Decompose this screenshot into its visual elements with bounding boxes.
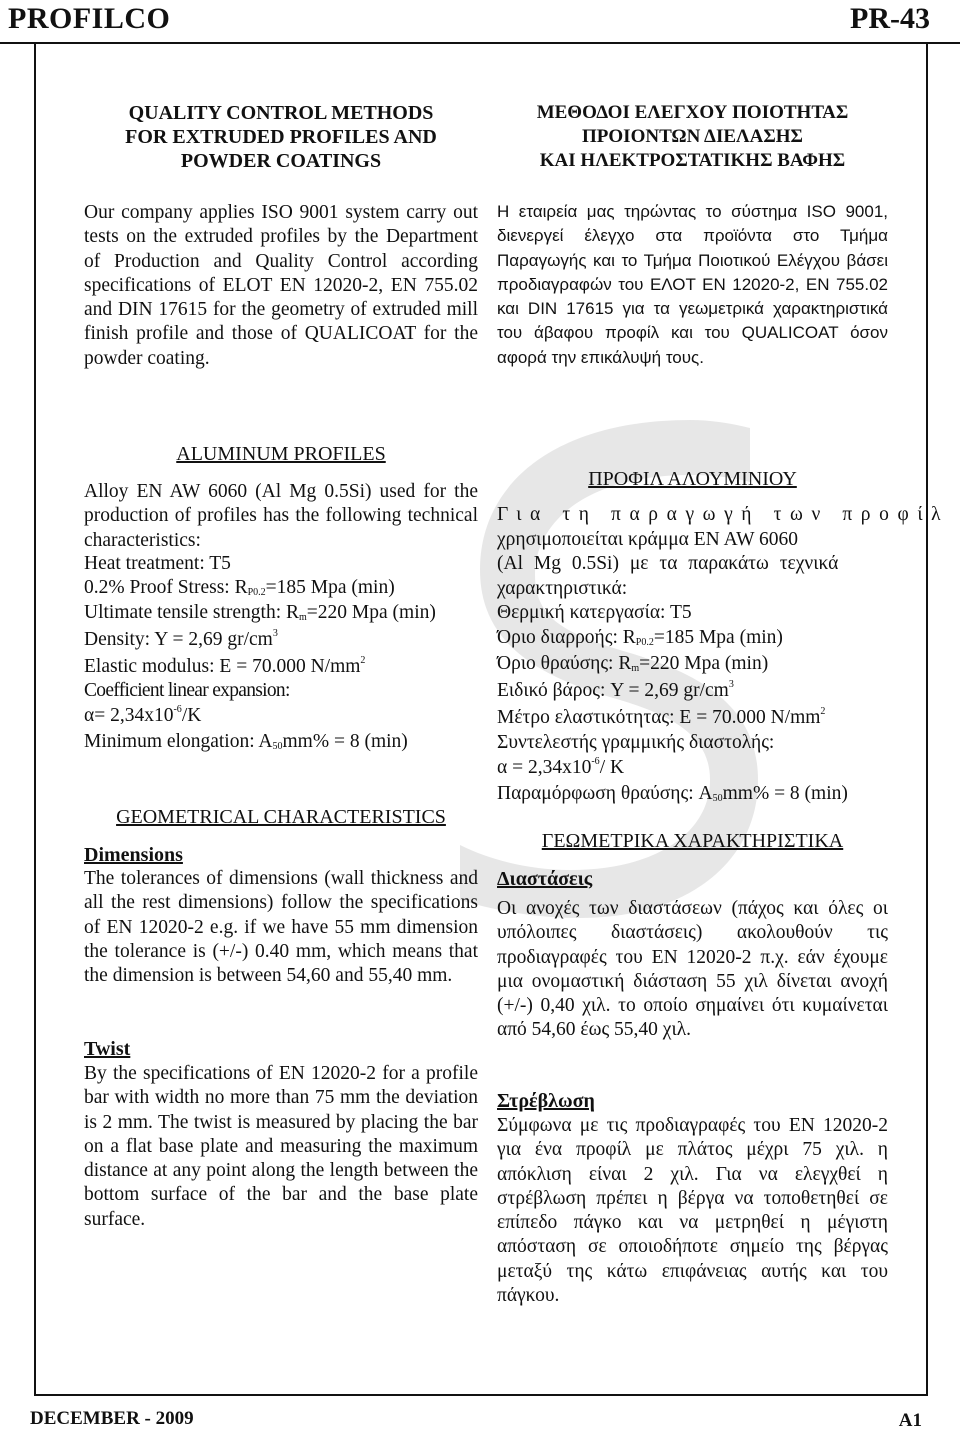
spec-text: mm% = 8 (min): [282, 731, 408, 752]
right-specs-list: [497, 602, 888, 808]
alu-line: χαρακτηριστικά:: [497, 578, 628, 599]
spec-text: Density: Y = 2,69 gr/cm: [84, 629, 273, 650]
right-geometry-heading: ΓΕΩΜΕΤΡΙΚΑ ΧΑΡΑΚΤΗΡΙΣΤΙΚΑ: [541, 830, 844, 852]
spec-elongation: [84, 731, 478, 756]
spec-superscript: 3: [272, 628, 278, 639]
spec-coef: [497, 756, 888, 783]
document-code: PR-43: [850, 2, 930, 35]
spec-density: [497, 679, 888, 706]
spec-density: [84, 628, 478, 655]
spec-tensile: [84, 602, 478, 628]
right-title-line: ΠΡΟΙΟΝΤΩΝ ΔΙΕΛΑΣΗΣ: [582, 126, 803, 147]
page-header: [0, 0, 960, 44]
left-intro-paragraph: Our company applies ISO 9001 system carry out tests on the extruded profiles by the Department of Production and Quality Control according specifications of ELOT EN 12020-2, EN 755.02 and DIN 17615 for the geometry of extruded mill finish profile and those of QUALICOAT for the powder coating.: [84, 202, 478, 369]
spec-text: Ειδικό βάρος: Y = 2,69 gr/cm: [497, 680, 729, 701]
spec-superscript: 2: [360, 655, 366, 666]
right-twist-text: Σύμφωνα με τις προδιαγραφές του EN 12020-2 για ένα προφίλ με πλάτος μέχρι 75 χιλ. η απόκλιση είναι 2 χιλ. Για να ελεγχθεί η στρέβλωση πρέπει η βέργα να τοποθετηθεί σε επίπεδο πάγκο και να μετρηθεί η μέγιστη απόσταση σε οποιοδήποτε σημείο της βέργας μεταξύ της κάτω επιφάνειας αυτής και του πάγκου.: [497, 1115, 888, 1307]
spec-subscript: 50: [712, 793, 723, 804]
spec-text: =185 Mpa (min): [265, 577, 395, 598]
left-specs-list: [84, 553, 478, 756]
spec-elastic: [497, 706, 888, 732]
spec-superscript: 2: [820, 706, 826, 717]
spec-subscript: P0.2: [635, 637, 654, 648]
right-dimensions-text: Οι ανοχές των διαστάσεων (πάχος και όλες οι υπόλοιπες διαστάσεις) ακολουθούν τις προδιαγραφές του EN 12020-2 π.χ. εάν έχουμε μια ονομαστική διάσταση 55 χιλ δίνεται ανοχή (+/-) 0,40 χιλ. το οποίο σημαίνει ότι κυμαίνεται από 54,60 έως 55,40 χιλ.: [497, 898, 888, 1041]
spec-text: Όριο θραύσης: R: [497, 653, 632, 674]
spec-coef-label: Coefficient linear expansion:: [84, 680, 290, 701]
right-title-line: ΚΑΙ ΗΛΕΚΤΡΟΣΤΑΤΙΚΗΣ ΒΑΦΗΣ: [539, 150, 846, 171]
spec-text: / K: [599, 757, 625, 778]
spec-coef-label: Συντελεστής γραμμικής διαστολής:: [497, 732, 775, 753]
spec-text: =220 Mpa (min): [639, 653, 769, 674]
spec-text: Ultimate tensile strength: R: [84, 602, 300, 623]
spec-superscript: -6: [591, 756, 600, 767]
spec-text: Όριο διαρροής: R: [497, 627, 636, 648]
left-title-line: POWDER COATINGS: [180, 150, 382, 172]
right-intro-paragraph: Η εταιρεία μας τηρώντας το σύστημα ISO 9001, διενεργεί έλεγχο στα προϊόντα στο Τμήμα Παραγωγής και το Τμήμα Ποιοτικού Ελέγχου βάσει προδιαγραφών του ΕΛΟΤ EN 12020-2, EN 755.02 και DIN 17615 για τα γεωμετρικά χαρακτηριστικά του άβαφου προφίλ και του QUALICOAT όσον αφορά την επικάλυψή τους.: [497, 202, 888, 367]
spec-text: Elastic modulus: E = 70.000 N/mm: [84, 656, 361, 677]
spec-text: mm% = 8 (min): [722, 783, 848, 804]
spec-heat: Heat treatment: T5: [84, 553, 231, 574]
spec-text: Minimum elongation: A: [84, 731, 273, 752]
alu-line: (Al Mg 0.5Si) με τα παρακάτω τεχνικά: [497, 553, 839, 574]
left-title-line: FOR EXTRUDED PROFILES AND: [125, 126, 437, 148]
spec-elastic: [84, 655, 478, 680]
left-twist-text: By the specifications of EN 12020-2 for a profile bar with width no more than 75 mm the deviation is 2 mm. The twist is measured by placing the bar on a flat base plate and measuring the maximum distance at any point along the length between the bottom surface of the bar and the base plate surface.: [84, 1063, 478, 1230]
spec-elongation: [497, 783, 888, 808]
spec-subscript: P0.2: [247, 587, 266, 598]
spec-proof-stress: [497, 627, 888, 653]
right-dimensions-heading: Διαστάσεις: [497, 868, 593, 890]
spec-text: Μέτρο ελαστικότητας: E = 70.000 N/mm: [497, 707, 821, 728]
spec-tensile: [497, 653, 888, 679]
right-title-line: ΜΕΘΟΔΟΙ ΕΛΕΓΧΟΥ ΠΟΙΟΤΗΤΑΣ: [536, 102, 849, 123]
spec-superscript: -6: [173, 704, 182, 715]
right-aluminum-heading: ΠΡΟΦΙΛ ΑΛΟΥΜΙΝΙΟΥ: [588, 468, 797, 490]
spec-proof-stress: [84, 577, 478, 602]
right-title: [497, 101, 888, 173]
spec-subscript: m: [299, 612, 307, 623]
alu-line: Για τη παραγωγή των προφίλ: [497, 504, 950, 525]
brand-title: PROFILCO: [8, 2, 171, 35]
spec-text: =220 Mpa (min): [306, 602, 436, 623]
right-aluminum-intro: [497, 504, 950, 602]
spec-heat: Θερμική κατεργασία: Τ5: [497, 602, 692, 623]
right-twist-heading: Στρέβλωση: [497, 1090, 595, 1112]
spec-text: =185 Mpa (min): [653, 627, 783, 648]
spec-coef: [84, 704, 478, 731]
spec-text: α= 2,34x10: [84, 705, 174, 726]
left-dimensions-text: The tolerances of dimensions (wall thickness and all the rest dimensions) follow the specifications of EN 12020-2 e.g. if we have 55 mm dimension the tolerance is (+/-) 0.40 mm, which means that the dimension is between 54,60 and 55,40 mm.: [84, 868, 478, 987]
left-title: [84, 101, 478, 173]
left-twist-heading: Twist: [84, 1038, 131, 1060]
left-aluminum-intro: Alloy EN AW 6060 (Al Mg 0.5Si) used for the production of profiles has the following technical characteristics:: [84, 481, 478, 551]
left-title-line: QUALITY CONTROL METHODS: [128, 102, 434, 124]
footer-page-number: A1: [898, 1410, 922, 1431]
spec-text: α = 2,34x10: [497, 757, 592, 778]
footer-date: DECEMBER - 2009: [30, 1408, 194, 1429]
left-dimensions-heading: Dimensions: [84, 844, 183, 866]
alu-line: χρησιμοποιείται κράμμα EN AW 6060: [497, 529, 799, 550]
spec-superscript: 3: [728, 679, 734, 690]
spec-subscript: 50: [272, 741, 283, 752]
left-geometry-heading: GEOMETRICAL CHARACTERISTICS: [116, 806, 446, 828]
spec-text: /K: [181, 705, 202, 726]
spec-text: 0.2% Proof Stress: R: [84, 577, 248, 598]
spec-text: Παραμόρφωση θραύσης: A: [497, 783, 713, 804]
left-aluminum-heading: ALUMINUM PROFILES: [176, 443, 386, 465]
spec-subscript: m: [631, 663, 640, 674]
